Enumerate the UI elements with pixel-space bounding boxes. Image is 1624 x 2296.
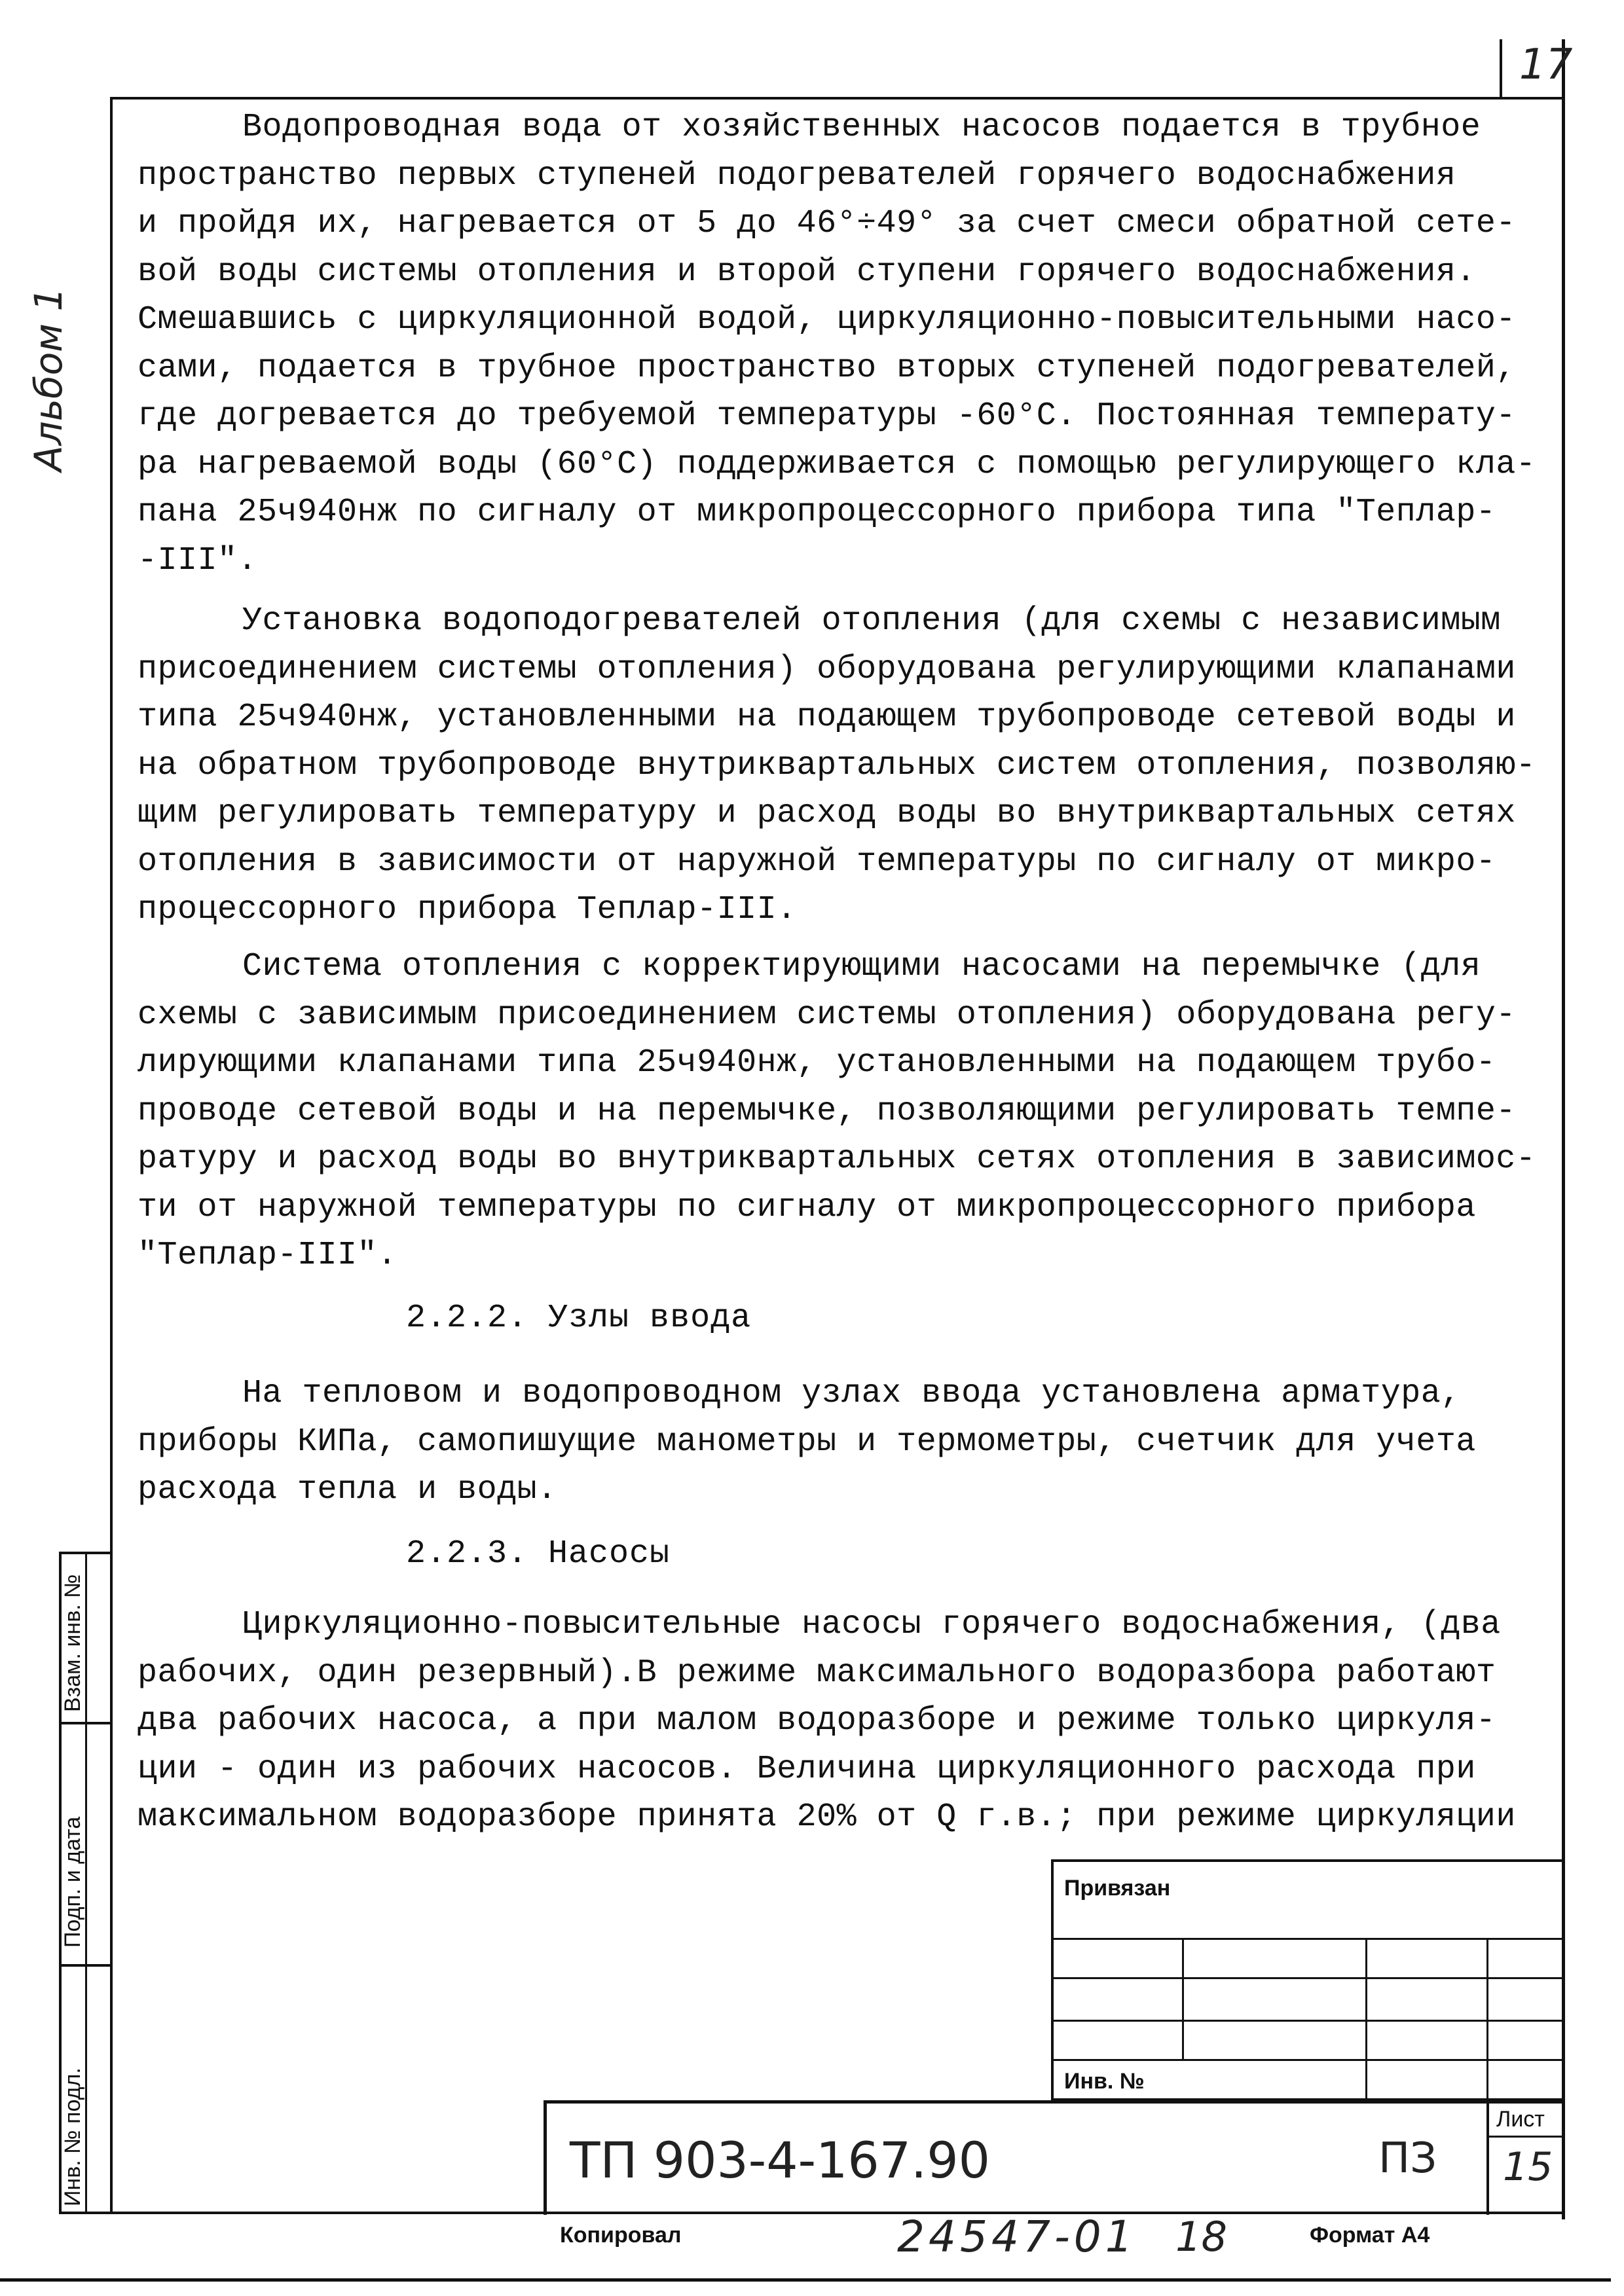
doc-type: ПЗ [1378,2134,1437,2183]
text-line: ции - один из рабочих насосов. Величина циркуляционного расхода при [138,1750,1476,1788]
text-line: схемы с зависимым присоединением системы отопления) оборудована регу- [138,996,1516,1034]
text-line: "Теплар-III". [138,1237,397,1274]
frame-right-line [1562,39,1565,2219]
text-line: -III". [138,541,258,579]
text-line: типа 25ч940нж, установленными на подающем трубопроводе сетевой воды и [138,699,1516,736]
sheet-label: Лист [1496,2107,1545,2132]
album-label: Альбом 1 [26,287,71,471]
page-number: 17 [1519,41,1573,89]
text-line: Установка водоподогревателей отопления (для схемы с независимым [242,602,1501,640]
side-stamp-podp: Подп. и дата [60,1816,85,1948]
page-number-box-left [1500,39,1502,98]
text-line: процессорного прибора Теплар-III. [138,891,797,928]
frame-top-line [110,97,1565,100]
text-line: На тепловом и водопроводном узлах ввода установлена арматура, [242,1375,1461,1412]
text-line: ра нагреваемой воды (60°С) поддерживается с помощью регулирующего кла- [138,445,1536,483]
text-line: где догревается до требуемой температуры -60°С. Постоянная температу- [138,397,1516,435]
paragraph-2 [138,597,1545,934]
side-stamp-inv: Инв. № подл. [60,2068,85,2206]
text-line: отопления в зависимости от наружной температуры по сигналу от микро- [138,843,1496,881]
text-line: максимальном водоразборе принята 20% от Q г.в.; при режиме циркуляции [138,1798,1516,1836]
page-bottom-edge [0,2278,1611,2282]
text-line: ратуру и расход воды во внутриквартальных сетях отопления в зависимос- [138,1140,1536,1178]
text-line: на обратном трубопроводе внутриквартальных систем отопления, позволяю- [138,746,1536,784]
text-line: расхода тепла и воды. [138,1471,557,1508]
text-line: ти от наружной температуры по сигналу от микропроцессорного прибора [138,1188,1476,1226]
text-line: Циркуляционно-повысительные насосы горячего водоснабжения, (два [242,1606,1501,1643]
text-line: пана 25ч940нж по сигналу от микропроцессорного прибора типа "Теплар- [138,494,1496,531]
text-line: присоединением системы отопления) оборудована регулирующими клапанами [138,650,1516,688]
section-heading-223: 2.2.3. Насосы [406,1535,671,1573]
frame-bottom-line [59,2212,1565,2214]
kopiroval-label: Копировал [560,2223,682,2248]
side-stamp-vzam: Взам. инв. № [60,1574,85,1712]
inv-no-label: Инв. № [1064,2069,1145,2094]
text-line: рабочих, один резервный).В режиме максимального водоразбора работают [138,1654,1496,1692]
text-line: вой воды системы отопления и второй ступени горячего водоснабжения. [138,253,1476,291]
frame-left-line [110,97,113,2212]
sheet-number: 15 [1503,2144,1553,2190]
paragraph-3 [138,943,1545,1280]
paragraph-1 [138,103,1545,585]
doc-code: ТП 903-4-167.90 [570,2131,990,2189]
text-line: сами, подается в трубное пространство вторых ступеней подогревателей, [138,349,1516,387]
text-line: приборы КИПа, самопишущие манометры и термометры, счетчик для учета [138,1423,1476,1461]
text-line: и пройдя их, нагревается от 5 до 46°÷49° за счет смеси обратной сете- [138,205,1516,242]
text-line: Система отопления с корректирующими насосами на перемычке (для [242,948,1481,985]
copy-number: 24547-01 [897,2212,1137,2262]
privyazan-label: Привязан [1064,1876,1171,1901]
text-line: два рабочих насоса, а при малом водоразборе и режиме только циркуля- [138,1702,1496,1740]
copy-sheet: 18 [1175,2213,1227,2261]
text-line: проводе сетевой воды и на перемычке, позволяющими регулировать темпе- [138,1092,1516,1130]
section-heading-222: 2.2.2. Узлы ввода [406,1300,752,1337]
text-line: лирующими клапанами типа 25ч940нж, установленными на подающем трубо- [138,1044,1496,1082]
text-line: пространство первых ступеней подогревателей горячего водоснабжения [138,156,1456,194]
format-label: Формат А4 [1310,2223,1430,2248]
paragraph-223 [138,1601,1545,1842]
text-line: Смешавшись с циркуляционной водой, циркуляционно-повысительными насо- [138,301,1516,338]
paragraph-222 [138,1370,1545,1514]
text-line: Водопроводная вода от хозяйственных насосов подается в трубное [242,109,1481,146]
text-line: щим регулировать температуру и расход воды во внутриквартальных сетях [138,795,1516,832]
